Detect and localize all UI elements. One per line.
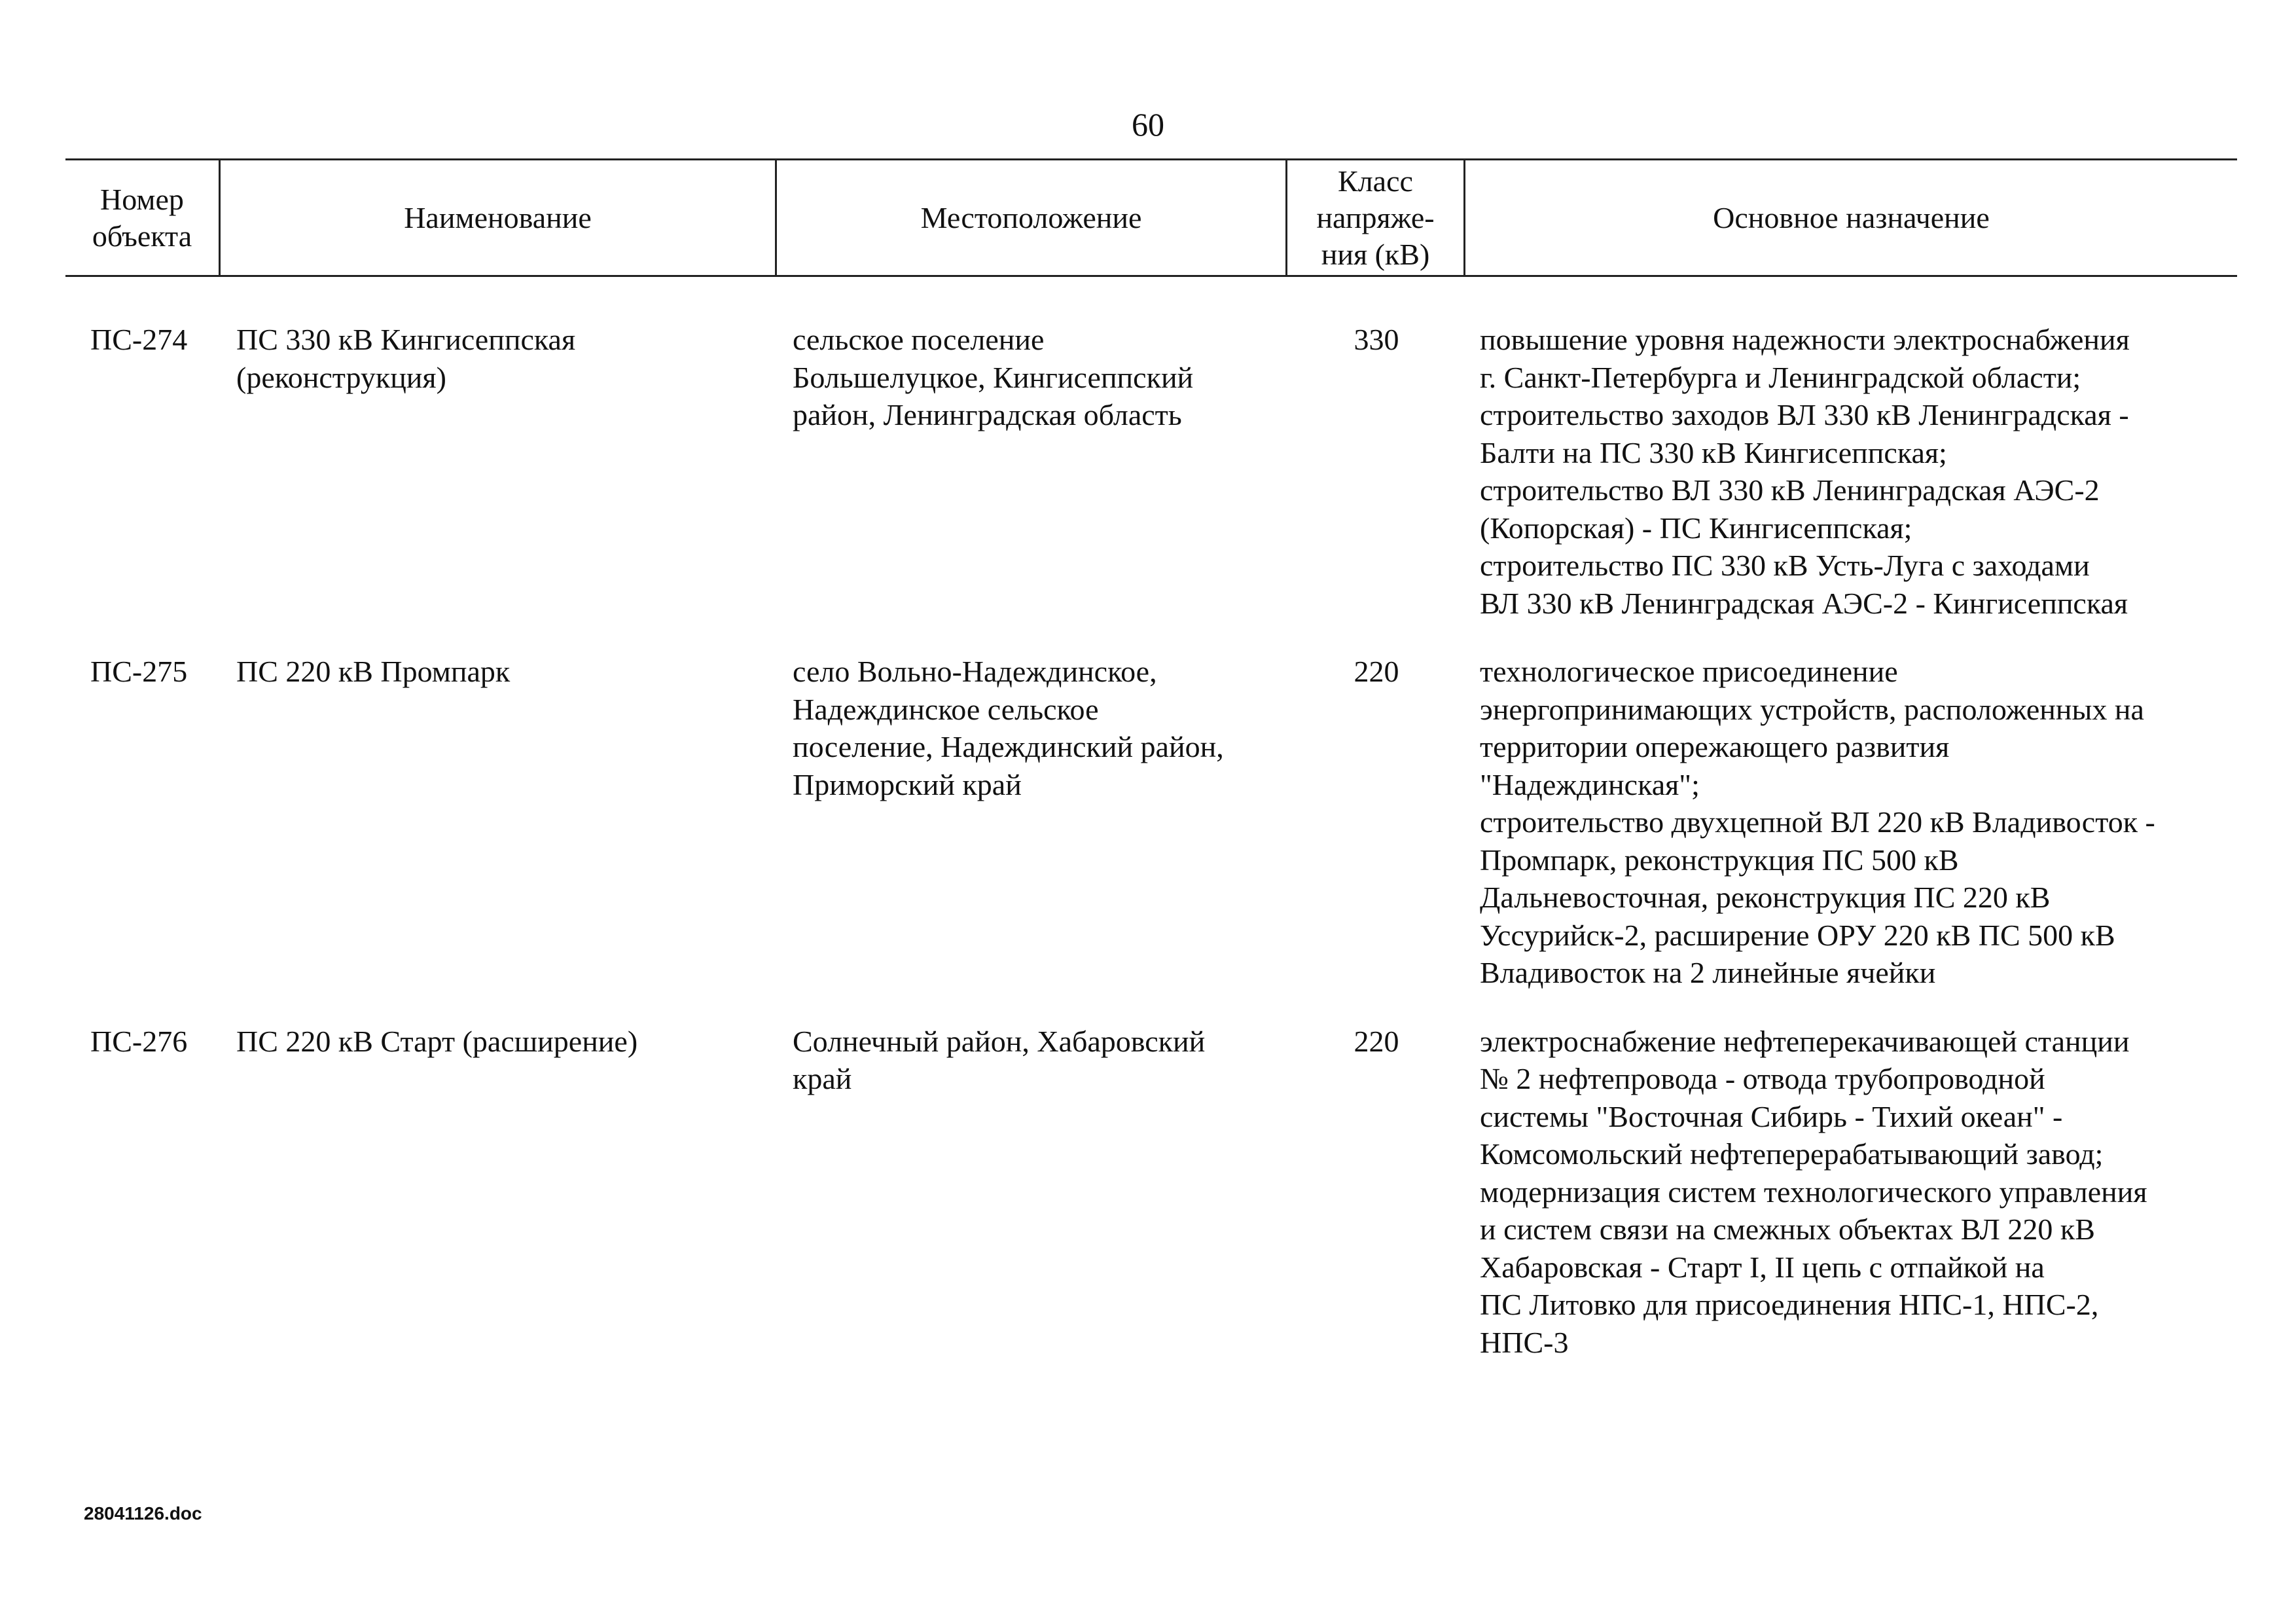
header-location: Местоположение [777, 160, 1287, 275]
object-name: ПС 220 кВ Промпарк [236, 655, 511, 688]
table-header [65, 158, 2237, 277]
document-file-code: 28041126.doc [84, 1503, 202, 1523]
object-location: Солнечный район, Хабаровский край [793, 1024, 1206, 1095]
object-name: ПС 330 кВ Кингисеппская (реконструкция) [236, 323, 576, 394]
header-name: Наименование [221, 160, 777, 275]
object-number: ПС-276 [90, 1024, 188, 1058]
object-purpose: технологическое присоединение энергопринимающих устройств, расположенных на территории опережающего развития "Надеждинская"; строительство двухцепной ВЛ 220 кВ Владивосток - Промпарк, реконструкция ПС 500 кВ Дальневосточная, реконструкция ПС 220 кВ Уссурийск-2, расширение ОРУ 220 кВ ПС 500 кВ Владивосток на 2 линейные ячейки [1480, 655, 2155, 989]
header-object-number: Номер объекта [65, 160, 221, 275]
object-purpose: повышение уровня надежности электроснабжения г. Санкт-Петербурга и Ленинградской области; строительство заходов ВЛ 330 кВ Ленинградская - Балти на ПС 330 кВ Кингисеппская; строительство ВЛ 330 кВ Ленинградская АЭС-2 (Копорская) - ПС Кингисеппская; строительство ПС 330 кВ Усть-Луга с заходами ВЛ 330 кВ Ленинградская АЭС-2 - Кингисеппская [1480, 323, 2130, 620]
object-voltage: 220 [1354, 1024, 1399, 1058]
object-purpose: электроснабжение нефтеперекачивающей станции № 2 нефтепровода - отвода трубопроводной системы "Восточная Сибирь - Тихий океан" - Комсомольский нефтеперерабатывающий завод; модернизация систем технологического управления и систем связи на смежных объектах ВЛ 220 кВ Хабаровская - Старт I, II цепь с отпайкой на ПС Литовко для присоединения НПС-1, НПС-2, НПС-3 [1480, 1024, 2147, 1359]
object-number: ПС-275 [90, 655, 188, 688]
header-voltage-class: Класс напряже- ния (кВ) [1287, 160, 1465, 275]
table-row [65, 321, 2237, 622]
object-location: сельское поселение Большелуцкое, Кингисеппский район, Ленинградская область [793, 323, 1194, 431]
object-number: ПС-274 [90, 323, 188, 356]
table-row [65, 653, 2237, 992]
object-voltage: 330 [1354, 323, 1399, 356]
object-name: ПС 220 кВ Старт (расширение) [236, 1024, 638, 1058]
header-main-purpose: Основное назначение [1713, 200, 1990, 234]
table-row [65, 1023, 2237, 1362]
object-voltage: 220 [1354, 655, 1399, 688]
objects-table [65, 158, 2237, 1361]
object-location: село Вольно-Надеждинское, Надеждинское сельское поселение, Надеждинский район, Приморский край [793, 655, 1224, 801]
page-number: 60 [1132, 106, 1164, 143]
